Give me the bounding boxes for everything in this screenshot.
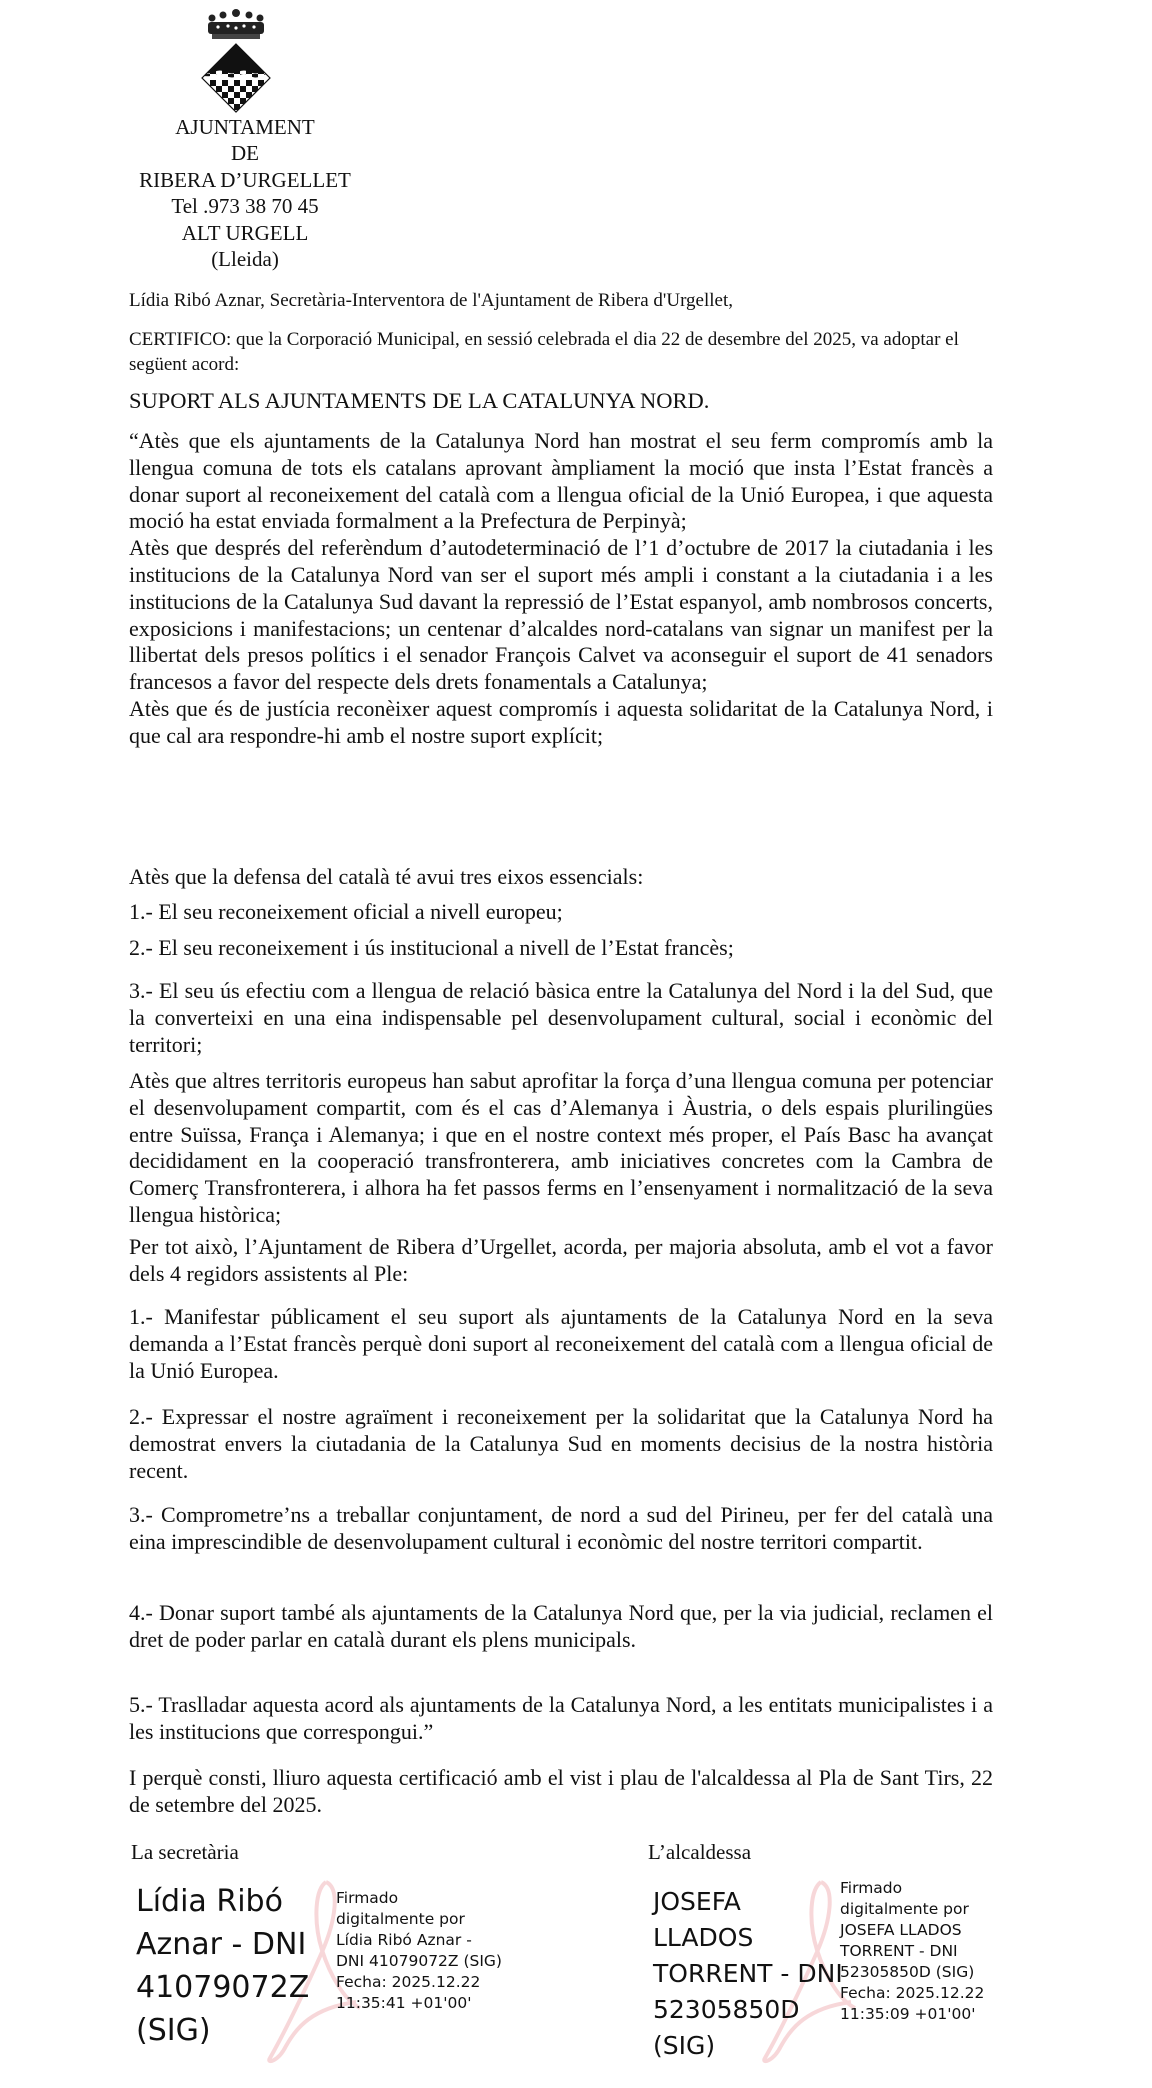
signature-detail-line: digitalmente por xyxy=(840,1900,969,1918)
signature-name-line: 41079072Z xyxy=(136,1970,310,2005)
signature-name-line: LLADOS xyxy=(653,1923,754,1952)
axis-item: 2.- El seu reconeixement i ús institucional a nivell de l’Estat francès; xyxy=(129,935,734,960)
consideration-paragraph: Atès que és de justícia reconèixer aquest compromís i aquesta solidaritat de la Catalunya Nord, i que cal ara respondre-hi amb el nostre suport explícit; xyxy=(129,695,993,748)
signature-name xyxy=(653,1884,843,2064)
signature-detail-line: digitalmente por xyxy=(336,1910,465,1928)
signature-name-line: 52305850D xyxy=(653,1995,800,2024)
letterhead-line: ALT URGELL xyxy=(181,220,309,245)
signature-detail-line: DNI 41079072Z (SIG) xyxy=(336,1952,502,1970)
mayor-role-label: L’alcaldessa xyxy=(648,1840,752,1864)
coat-of-arms-icon xyxy=(198,8,274,114)
axis-item: 1.- El seu reconeixement oficial a nivell europeu; xyxy=(129,899,563,924)
signature-detail-line: Firmado xyxy=(336,1889,399,1907)
preamble xyxy=(129,288,993,377)
signature-detail-line: 11:35:09 +01'00' xyxy=(840,2005,976,2023)
signature-detail-line: Fecha: 2025.12.22 xyxy=(336,1973,481,1991)
signature-name-line: (SIG) xyxy=(653,2031,716,2060)
axis-item: 3.- El seu ús efectiu com a llengua de relació bàsica entre la Catalunya del Nord i la del Sud, que la converteixi en una eina indispensable pel desenvolupament cultural, social i econòmic del territori; xyxy=(129,978,993,1057)
letterhead xyxy=(110,114,380,272)
signature-detail-line: 11:35:41 +01'00' xyxy=(336,1994,472,2012)
letterhead-line: DE xyxy=(231,141,259,166)
letterhead-line: Tel .973 38 70 45 xyxy=(171,194,319,219)
signature-detail-line: Lídia Ribó Aznar - xyxy=(336,1931,472,1949)
signature-name xyxy=(136,1880,309,2052)
signature-details xyxy=(840,1878,984,2025)
signature-detail-line: 52305850D (SIG) xyxy=(840,1963,975,1981)
secretary-role-label: La secretària xyxy=(131,1840,239,1864)
resolution-item: 5.- Traslladar aquesta acord als ajuntaments de la Catalunya Nord, a les entitats municipalistes i a les institucions que correspongui.” xyxy=(129,1692,993,1744)
signature-name-line: TORRENT - DNI xyxy=(653,1959,843,1988)
signature-details xyxy=(336,1888,502,2014)
signature-name-line: Lídia Ribó xyxy=(136,1884,283,1919)
consideration-paragraph: “Atès que els ajuntaments de la Catalunya Nord han mostrat el seu ferm compromís amb la llengua comuna de tots els catalans aprovant àmpliament la moció que insta l’Estat francès a donar suport al reconeixement del català com a llengua oficial de la Unió Europea, i que aquesta moció ha estat enviada formalment a la Prefectura de Perpinyà; xyxy=(129,428,993,534)
certifico-paragraph: CERTIFICO: que la Corporació Municipal, en sessió celebrada el dia 22 de desembre del 2025, va adoptar el següent acord: xyxy=(129,329,959,375)
secretary-digital-signature[interactable] xyxy=(136,1880,576,2080)
signature-detail-line: Firmado xyxy=(840,1879,903,1897)
axes-intro: Atès que la defensa del català té avui tres eixos essencials: xyxy=(129,864,644,889)
other-territories-paragraph: Atès que altres territoris europeus han sabut aprofitar la força d’una llengua comuna per potenciar el desenvolupament compartit, com és el cas d’Alemanya i Àustria, o dels espais plurilingües entre Suïssa, França i Alemanya; i que en el nostre context més proper, el País Basc ha avançat decididament en la cooperació transfronterera, amb iniciatives concretes com la Cambra de Comerç Transfronterera, i alhora ha fet passos ferms en l’ensenyament i normalització de la seva llengua històrica; xyxy=(129,1068,993,1227)
signer-line: Lídia Ribó Aznar, Secretària-Interventora de l'Ajuntament de Ribera d'Urgellet, xyxy=(129,290,734,311)
signature-detail-line: TORRENT - DNI xyxy=(840,1942,958,1960)
letterhead-line: AJUNTAMENT xyxy=(175,115,315,139)
signature-name-line: Aznar - DNI xyxy=(136,1927,307,1962)
signature-name-line: JOSEFA xyxy=(653,1887,741,1916)
signature-name-line: (SIG) xyxy=(136,2013,211,2048)
resolution-item: 4.- Donar suport també als ajuntaments de la Catalunya Nord que, per la via judicial, reclamen el dret de poder parlar en català durant els plens municipals. xyxy=(129,1600,993,1652)
signature-detail-line: JOSEFA LLADOS xyxy=(840,1921,962,1939)
letterhead-line: (Lleida) xyxy=(211,247,279,272)
mayor-digital-signature[interactable] xyxy=(653,1880,1073,2080)
resolution-item: 3.- Comprometre’ns a treballar conjuntament, de nord a sud del Pirineu, per fer del català una eina imprescindible de desenvolupament cultural i econòmic del nostre territori compartit. xyxy=(129,1502,993,1554)
letterhead-line: RIBERA D’URGELLET xyxy=(139,167,351,192)
closing-paragraph: I perquè consti, lliuro aquesta certificació amb el vist i plau de l'alcaldessa al Pla de Sant Tirs, 22 de setembre del 2025. xyxy=(129,1765,993,1817)
resolution-intro: Per tot això, l’Ajuntament de Ribera d’Urgellet, acorda, per majoria absoluta, amb el vot a favor dels 4 regidors assistents al Ple: xyxy=(129,1234,993,1286)
signature-detail-line: Fecha: 2025.12.22 xyxy=(840,1984,985,2002)
consideration-paragraph: Atès que després del referèndum d’autodeterminació de l’1 d’octubre de 2017 la ciutadania i les institucions de la Catalunya Nord van ser el suport més ampli i constant a la ciutadania i a les institucions de la Catalunya Sud davant la repressió de l’Estat espanyol, amb nombrosos concerts, exposicions i manifestacions; un centenar d’alcaldes nord-catalans van signar un manifest per la llibertat dels presos polítics i el senador François Calvet va aconseguir el suport de 41 senadors francesos a favor del respecte dels drets fonamentals a Catalunya; xyxy=(129,535,993,695)
considerations xyxy=(129,428,993,750)
document-title: SUPORT ALS AJUNTAMENTS DE LA CATALUNYA NORD. xyxy=(129,388,710,413)
resolution-item: 1.- Manifestar públicament el seu suport als ajuntaments de la Catalunya Nord en la seva demanda a l’Estat francès perquè doni suport al reconeixement del català com a llengua oficial de la Unió Europea. xyxy=(129,1304,993,1383)
resolution-item: 2.- Expressar el nostre agraïment i reconeixement per la solidaritat que la Catalunya Nord ha demostrat envers la ciutadania de la Catalunya Sud en moments decisius de la nostra història recent. xyxy=(129,1404,993,1483)
